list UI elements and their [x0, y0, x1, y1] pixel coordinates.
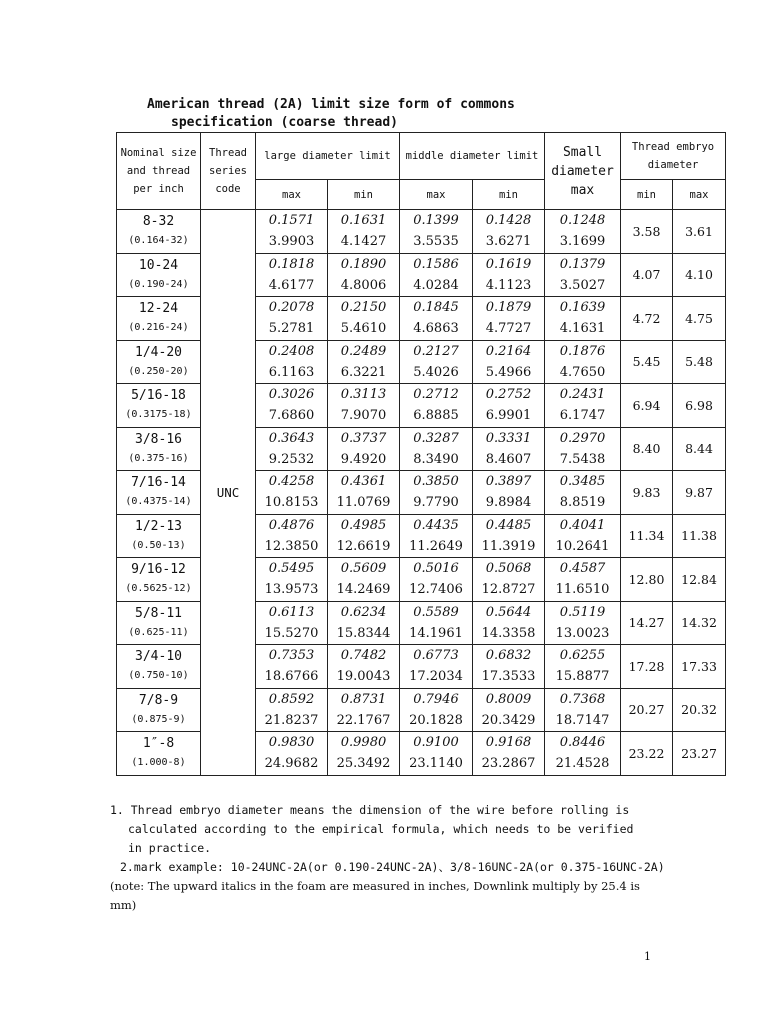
table-body: [117, 210, 726, 776]
size-decimal: (0.216-24): [128, 322, 189, 334]
inch-value: 0.3850: [413, 474, 459, 490]
large-max-cell: [256, 253, 328, 297]
size-label: 1″-8: [142, 736, 175, 752]
large-max-cell: [256, 210, 328, 254]
inch-value: 0.1879: [485, 300, 532, 316]
inch-value: 0.2489: [340, 343, 387, 359]
mm-value: 13.0023: [555, 625, 610, 641]
header-middle-min: min: [473, 180, 545, 210]
inch-value: 0.1586: [413, 256, 459, 272]
large-min-cell: [328, 471, 400, 515]
table-row: [117, 210, 726, 254]
size-decimal: (0.5625-12): [125, 583, 192, 595]
large-min-cell: [328, 427, 400, 471]
nominal-size-cell: [117, 558, 201, 602]
mm-value: 3.5535: [413, 234, 459, 250]
inch-value: 0.6113: [268, 604, 315, 620]
mm-value: 6.1747: [559, 408, 606, 424]
size-label: 8-32: [142, 214, 175, 230]
small-max-cell: [545, 210, 621, 254]
mm-value: 12.8727: [481, 582, 536, 598]
inch-value: 0.9980: [340, 735, 387, 751]
title-line-2: specification (coarse thread): [171, 115, 398, 130]
embryo-max-cell: 20.32: [673, 688, 726, 732]
large-min-cell: [328, 253, 400, 297]
header-small-diameter: Small diameter max: [545, 133, 621, 210]
large-max-cell: [256, 297, 328, 341]
inch-value: 0.1399: [413, 213, 459, 229]
mm-value: 9.8984: [485, 495, 532, 511]
middle-min-cell: [473, 688, 545, 732]
size-decimal: (0.50-13): [131, 539, 186, 551]
inch-value: 0.1890: [340, 256, 387, 272]
mm-value: 9.2532: [268, 451, 315, 467]
nominal-size-cell: [117, 732, 201, 776]
inch-value: 0.6832: [485, 648, 532, 664]
inch-value: 0.7946: [413, 691, 459, 707]
size-label: 5/16-18: [131, 388, 186, 404]
inch-value: 0.6773: [413, 648, 459, 664]
inch-value: 0.7368: [559, 691, 606, 707]
embryo-max-cell: 3.61: [673, 210, 726, 254]
embryo-max-cell: 4.10: [673, 253, 726, 297]
inch-value: 0.3485: [559, 474, 606, 490]
large-min-cell: [328, 514, 400, 558]
mm-value: 10.8153: [264, 495, 319, 511]
inch-value: 0.5609: [340, 561, 387, 577]
nominal-size-cell: [117, 601, 201, 645]
size-decimal: (0.375-16): [128, 452, 189, 464]
embryo-min-cell: 14.27: [621, 601, 673, 645]
size-label: 7/16-14: [131, 475, 186, 491]
middle-max-cell: [400, 210, 473, 254]
mm-value: 9.7790: [413, 495, 459, 511]
embryo-max-cell: 9.87: [673, 471, 726, 515]
note-1-line-2: calculated according to the empirical formula, which needs to be verified: [128, 822, 634, 836]
size-label: 7/8-9: [138, 692, 179, 708]
middle-min-cell: [473, 732, 545, 776]
small-max-cell: [545, 601, 621, 645]
mm-value: 5.4026: [413, 364, 459, 380]
page-number: 1: [644, 950, 651, 963]
size-decimal: (0.164-32): [128, 235, 189, 247]
inch-value: 0.2970: [559, 430, 606, 446]
embryo-max-cell: 4.75: [673, 297, 726, 341]
header-embryo-diameter: Thread embryo diameter: [621, 133, 726, 180]
size-decimal: (0.4375-14): [125, 496, 192, 508]
middle-max-cell: [400, 558, 473, 602]
nominal-size-cell: [117, 471, 201, 515]
mm-value: 10.2641: [555, 538, 610, 554]
small-max-cell: [545, 688, 621, 732]
large-max-cell: [256, 601, 328, 645]
header-middle-diameter: middle diameter limit: [400, 133, 545, 180]
inch-value: 0.6255: [559, 648, 606, 664]
inch-value: 0.5068: [485, 561, 532, 577]
small-max-cell: [545, 471, 621, 515]
inch-value: 0.5119: [559, 604, 606, 620]
size-label: 1/4-20: [135, 344, 182, 360]
middle-max-cell: [400, 688, 473, 732]
header-large-min: min: [328, 180, 400, 210]
mm-value: 24.9682: [264, 756, 319, 772]
note-1-line-1: 1. Thread embryo diameter means the dimension of the wire before rolling is: [110, 803, 630, 817]
small-max-cell: [545, 514, 621, 558]
large-min-cell: [328, 688, 400, 732]
inch-value: 0.1428: [485, 213, 532, 229]
middle-max-cell: [400, 427, 473, 471]
embryo-min-cell: 6.94: [621, 384, 673, 428]
mm-value: 5.2781: [268, 321, 315, 337]
mm-value: 9.4920: [340, 451, 387, 467]
inch-value: 0.4041: [559, 517, 606, 533]
embryo-min-cell: 4.72: [621, 297, 673, 341]
mm-value: 4.0284: [413, 277, 459, 293]
inch-value: 0.1379: [559, 256, 606, 272]
mm-value: 4.7727: [485, 321, 532, 337]
mm-value: 18.6766: [264, 669, 319, 685]
large-max-cell: [256, 732, 328, 776]
mm-value: 3.5027: [559, 277, 606, 293]
small-max-cell: [545, 558, 621, 602]
inch-value: 0.5644: [485, 604, 532, 620]
mm-value: 4.7650: [559, 364, 606, 380]
large-max-cell: [256, 340, 328, 384]
small-max-cell: [545, 732, 621, 776]
inch-value: 0.2752: [485, 387, 532, 403]
mm-value: 17.2034: [409, 669, 463, 685]
mm-value: 18.7147: [555, 712, 610, 728]
large-max-cell: [256, 645, 328, 689]
middle-max-cell: [400, 732, 473, 776]
inch-value: 0.1619: [485, 256, 532, 272]
mm-value: 7.9070: [340, 408, 387, 424]
size-label: 12-24: [138, 301, 179, 317]
mm-value: 19.0043: [336, 669, 391, 685]
inch-value: 0.8731: [340, 691, 387, 707]
mm-value: 4.1427: [340, 234, 387, 250]
size-decimal: (0.190-24): [128, 278, 189, 290]
inch-value: 0.5495: [268, 561, 315, 577]
inch-value: 0.8009: [485, 691, 532, 707]
mm-value: 8.3490: [413, 451, 459, 467]
mm-value: 15.8877: [555, 669, 610, 685]
mm-value: 7.6860: [268, 408, 315, 424]
inch-value: 0.4485: [485, 517, 532, 533]
size-decimal: (0.750-10): [128, 670, 189, 682]
nominal-size-cell: [117, 384, 201, 428]
size-label: 5/8-11: [135, 605, 182, 621]
middle-max-cell: [400, 253, 473, 297]
large-max-cell: [256, 514, 328, 558]
mm-value: 7.5438: [559, 451, 606, 467]
thread-limit-table: [116, 132, 726, 776]
header-series-code: Thread series code: [201, 133, 256, 210]
embryo-min-cell: 8.40: [621, 427, 673, 471]
middle-max-cell: [400, 514, 473, 558]
mm-value: 15.5270: [264, 625, 319, 641]
nominal-size-cell: [117, 210, 201, 254]
large-min-cell: [328, 601, 400, 645]
mm-value: 13.9573: [264, 582, 319, 598]
mm-value: 3.1699: [559, 234, 606, 250]
header-large-max: max: [256, 180, 328, 210]
large-min-cell: [328, 340, 400, 384]
embryo-max-cell: 8.44: [673, 427, 726, 471]
mm-value: 22.1767: [336, 712, 391, 728]
middle-max-cell: [400, 340, 473, 384]
embryo-max-cell: 17.33: [673, 645, 726, 689]
inch-value: 0.4435: [413, 517, 459, 533]
middle-min-cell: [473, 514, 545, 558]
inch-value: 0.9830: [268, 735, 315, 751]
mm-value: 14.3358: [481, 625, 536, 641]
inch-value: 0.9168: [485, 735, 532, 751]
large-min-cell: [328, 558, 400, 602]
inch-value: 0.2127: [413, 343, 459, 359]
inch-value: 0.2712: [413, 387, 459, 403]
inch-value: 0.7482: [340, 648, 387, 664]
middle-min-cell: [473, 558, 545, 602]
mm-value: 5.4610: [340, 321, 387, 337]
small-max-cell: [545, 297, 621, 341]
inch-value: 0.1571: [268, 213, 315, 229]
large-min-cell: [328, 732, 400, 776]
middle-max-cell: [400, 384, 473, 428]
mm-value: 11.6510: [555, 582, 610, 598]
embryo-max-cell: 23.27: [673, 732, 726, 776]
inch-value: 0.2078: [268, 300, 315, 316]
note-1-line-3: in practice.: [128, 841, 212, 855]
embryo-max-cell: 5.48: [673, 340, 726, 384]
mm-value: 20.3429: [481, 712, 536, 728]
middle-max-cell: [400, 601, 473, 645]
mm-value: 23.2867: [481, 756, 536, 772]
notes: [110, 801, 730, 915]
middle-min-cell: [473, 210, 545, 254]
header-large-diameter: large diameter limit: [256, 133, 400, 180]
mm-value: 21.8237: [264, 712, 319, 728]
embryo-max-cell: 14.32: [673, 601, 726, 645]
mm-value: 3.9903: [268, 234, 315, 250]
header-embryo-min: min: [621, 180, 673, 210]
mm-value: 8.4607: [485, 451, 532, 467]
embryo-min-cell: 9.83: [621, 471, 673, 515]
embryo-min-cell: 23.22: [621, 732, 673, 776]
mm-value: 6.1163: [268, 364, 315, 380]
mm-value: 6.3221: [340, 364, 387, 380]
nominal-size-cell: [117, 645, 201, 689]
nominal-size-cell: [117, 297, 201, 341]
inch-value: 0.5589: [413, 604, 459, 620]
size-decimal: (0.3175-18): [125, 409, 192, 421]
mm-value: 15.8344: [336, 625, 391, 641]
mm-value: 12.6619: [336, 538, 391, 554]
embryo-max-cell: 11.38: [673, 514, 726, 558]
mm-value: 8.8519: [559, 495, 606, 511]
mm-value: 12.3850: [264, 538, 319, 554]
middle-min-cell: [473, 384, 545, 428]
small-max-cell: [545, 253, 621, 297]
embryo-min-cell: 17.28: [621, 645, 673, 689]
embryo-min-cell: 4.07: [621, 253, 673, 297]
size-decimal: (0.250-20): [128, 365, 189, 377]
inch-value: 0.1248: [559, 213, 606, 229]
large-max-cell: [256, 384, 328, 428]
embryo-min-cell: 12.80: [621, 558, 673, 602]
size-label: 10-24: [138, 257, 179, 273]
mm-value: 17.3533: [481, 669, 536, 685]
middle-max-cell: [400, 297, 473, 341]
embryo-min-cell: 5.45: [621, 340, 673, 384]
inch-value: 0.2164: [485, 343, 532, 359]
inch-value: 0.3737: [340, 430, 387, 446]
size-label: 3/8-16: [135, 431, 182, 447]
title-line-1: American thread (2A) limit size form of commons: [147, 97, 515, 112]
mm-value: 11.3919: [481, 538, 536, 554]
nominal-size-cell: [117, 514, 201, 558]
middle-max-cell: [400, 471, 473, 515]
series-code-cell: UNC: [201, 210, 256, 776]
middle-min-cell: [473, 427, 545, 471]
inch-value: 0.4587: [559, 561, 606, 577]
nominal-size-cell: [117, 427, 201, 471]
inch-value: 0.1639: [559, 300, 606, 316]
size-label: 9/16-12: [131, 562, 186, 578]
mm-value: 5.4966: [485, 364, 532, 380]
note-3-line-1: (note: The upward italics in the foam are measured in inches, Downlink multiply by 25.4 is: [110, 879, 640, 893]
note-2: 2.mark example: 10-24UNC-2A(or 0.190-24UNC-2A)、3/8-16UNC-2A(or 0.375-16UNC-2A): [120, 860, 665, 874]
embryo-max-cell: 12.84: [673, 558, 726, 602]
size-decimal: (1.000-8): [131, 757, 186, 769]
inch-value: 0.1876: [559, 343, 606, 359]
inch-value: 0.3026: [268, 387, 315, 403]
mm-value: 20.1828: [409, 712, 463, 728]
mm-value: 6.8885: [413, 408, 459, 424]
embryo-min-cell: 11.34: [621, 514, 673, 558]
size-decimal: (0.875-9): [131, 713, 186, 725]
mm-value: 12.7406: [409, 582, 463, 598]
large-max-cell: [256, 427, 328, 471]
inch-value: 0.3897: [485, 474, 532, 490]
header-nominal: Nominal size and thread per inch: [117, 133, 201, 210]
large-min-cell: [328, 384, 400, 428]
inch-value: 0.2150: [340, 300, 387, 316]
large-max-cell: [256, 688, 328, 732]
embryo-min-cell: 20.27: [621, 688, 673, 732]
size-label: 3/4-10: [135, 649, 182, 665]
mm-value: 4.6863: [413, 321, 459, 337]
large-min-cell: [328, 645, 400, 689]
large-max-cell: [256, 471, 328, 515]
embryo-min-cell: 3.58: [621, 210, 673, 254]
mm-value: 14.1961: [409, 625, 463, 641]
inch-value: 0.7353: [268, 648, 315, 664]
middle-min-cell: [473, 471, 545, 515]
inch-value: 0.8446: [559, 735, 606, 751]
inch-value: 0.3113: [340, 387, 387, 403]
large-max-cell: [256, 558, 328, 602]
mm-value: 23.1140: [409, 756, 463, 772]
header-embryo-max: max: [673, 180, 726, 210]
inch-value: 0.1631: [340, 213, 387, 229]
mm-value: 3.6271: [485, 234, 532, 250]
inch-value: 0.9100: [413, 735, 459, 751]
middle-min-cell: [473, 601, 545, 645]
document-title: [147, 96, 567, 132]
inch-value: 0.2431: [559, 387, 606, 403]
inch-value: 0.6234: [340, 604, 387, 620]
small-max-cell: [545, 384, 621, 428]
small-max-cell: [545, 340, 621, 384]
inch-value: 0.3643: [268, 430, 315, 446]
mm-value: 14.2469: [336, 582, 391, 598]
inch-value: 0.5016: [413, 561, 459, 577]
inch-value: 0.1845: [413, 300, 459, 316]
mm-value: 25.3492: [336, 756, 391, 772]
mm-value: 11.2649: [409, 538, 463, 554]
mm-value: 4.1631: [559, 321, 606, 337]
large-min-cell: [328, 297, 400, 341]
note-3-line-2: mm): [110, 898, 137, 912]
nominal-size-cell: [117, 688, 201, 732]
inch-value: 0.8592: [268, 691, 315, 707]
inch-value: 0.1818: [268, 256, 315, 272]
middle-min-cell: [473, 340, 545, 384]
mm-value: 21.4528: [555, 756, 610, 772]
middle-min-cell: [473, 297, 545, 341]
small-max-cell: [545, 427, 621, 471]
size-decimal: (0.625-11): [128, 626, 189, 638]
small-max-cell: [545, 645, 621, 689]
mm-value: 11.0769: [336, 495, 391, 511]
mm-value: 4.8006: [340, 277, 387, 293]
large-min-cell: [328, 210, 400, 254]
middle-max-cell: [400, 645, 473, 689]
inch-value: 0.4258: [268, 474, 315, 490]
mm-value: 6.9901: [485, 408, 532, 424]
middle-min-cell: [473, 253, 545, 297]
mm-value: 4.1123: [485, 277, 532, 293]
header-middle-max: max: [400, 180, 473, 210]
nominal-size-cell: [117, 253, 201, 297]
inch-value: 0.4361: [340, 474, 387, 490]
inch-value: 0.4985: [340, 517, 387, 533]
inch-value: 0.4876: [268, 517, 315, 533]
middle-min-cell: [473, 645, 545, 689]
size-label: 1/2-13: [135, 518, 182, 534]
inch-value: 0.3331: [485, 430, 532, 446]
embryo-max-cell: 6.98: [673, 384, 726, 428]
mm-value: 4.6177: [268, 277, 315, 293]
inch-value: 0.2408: [268, 343, 315, 359]
nominal-size-cell: [117, 340, 201, 384]
inch-value: 0.3287: [413, 430, 459, 446]
